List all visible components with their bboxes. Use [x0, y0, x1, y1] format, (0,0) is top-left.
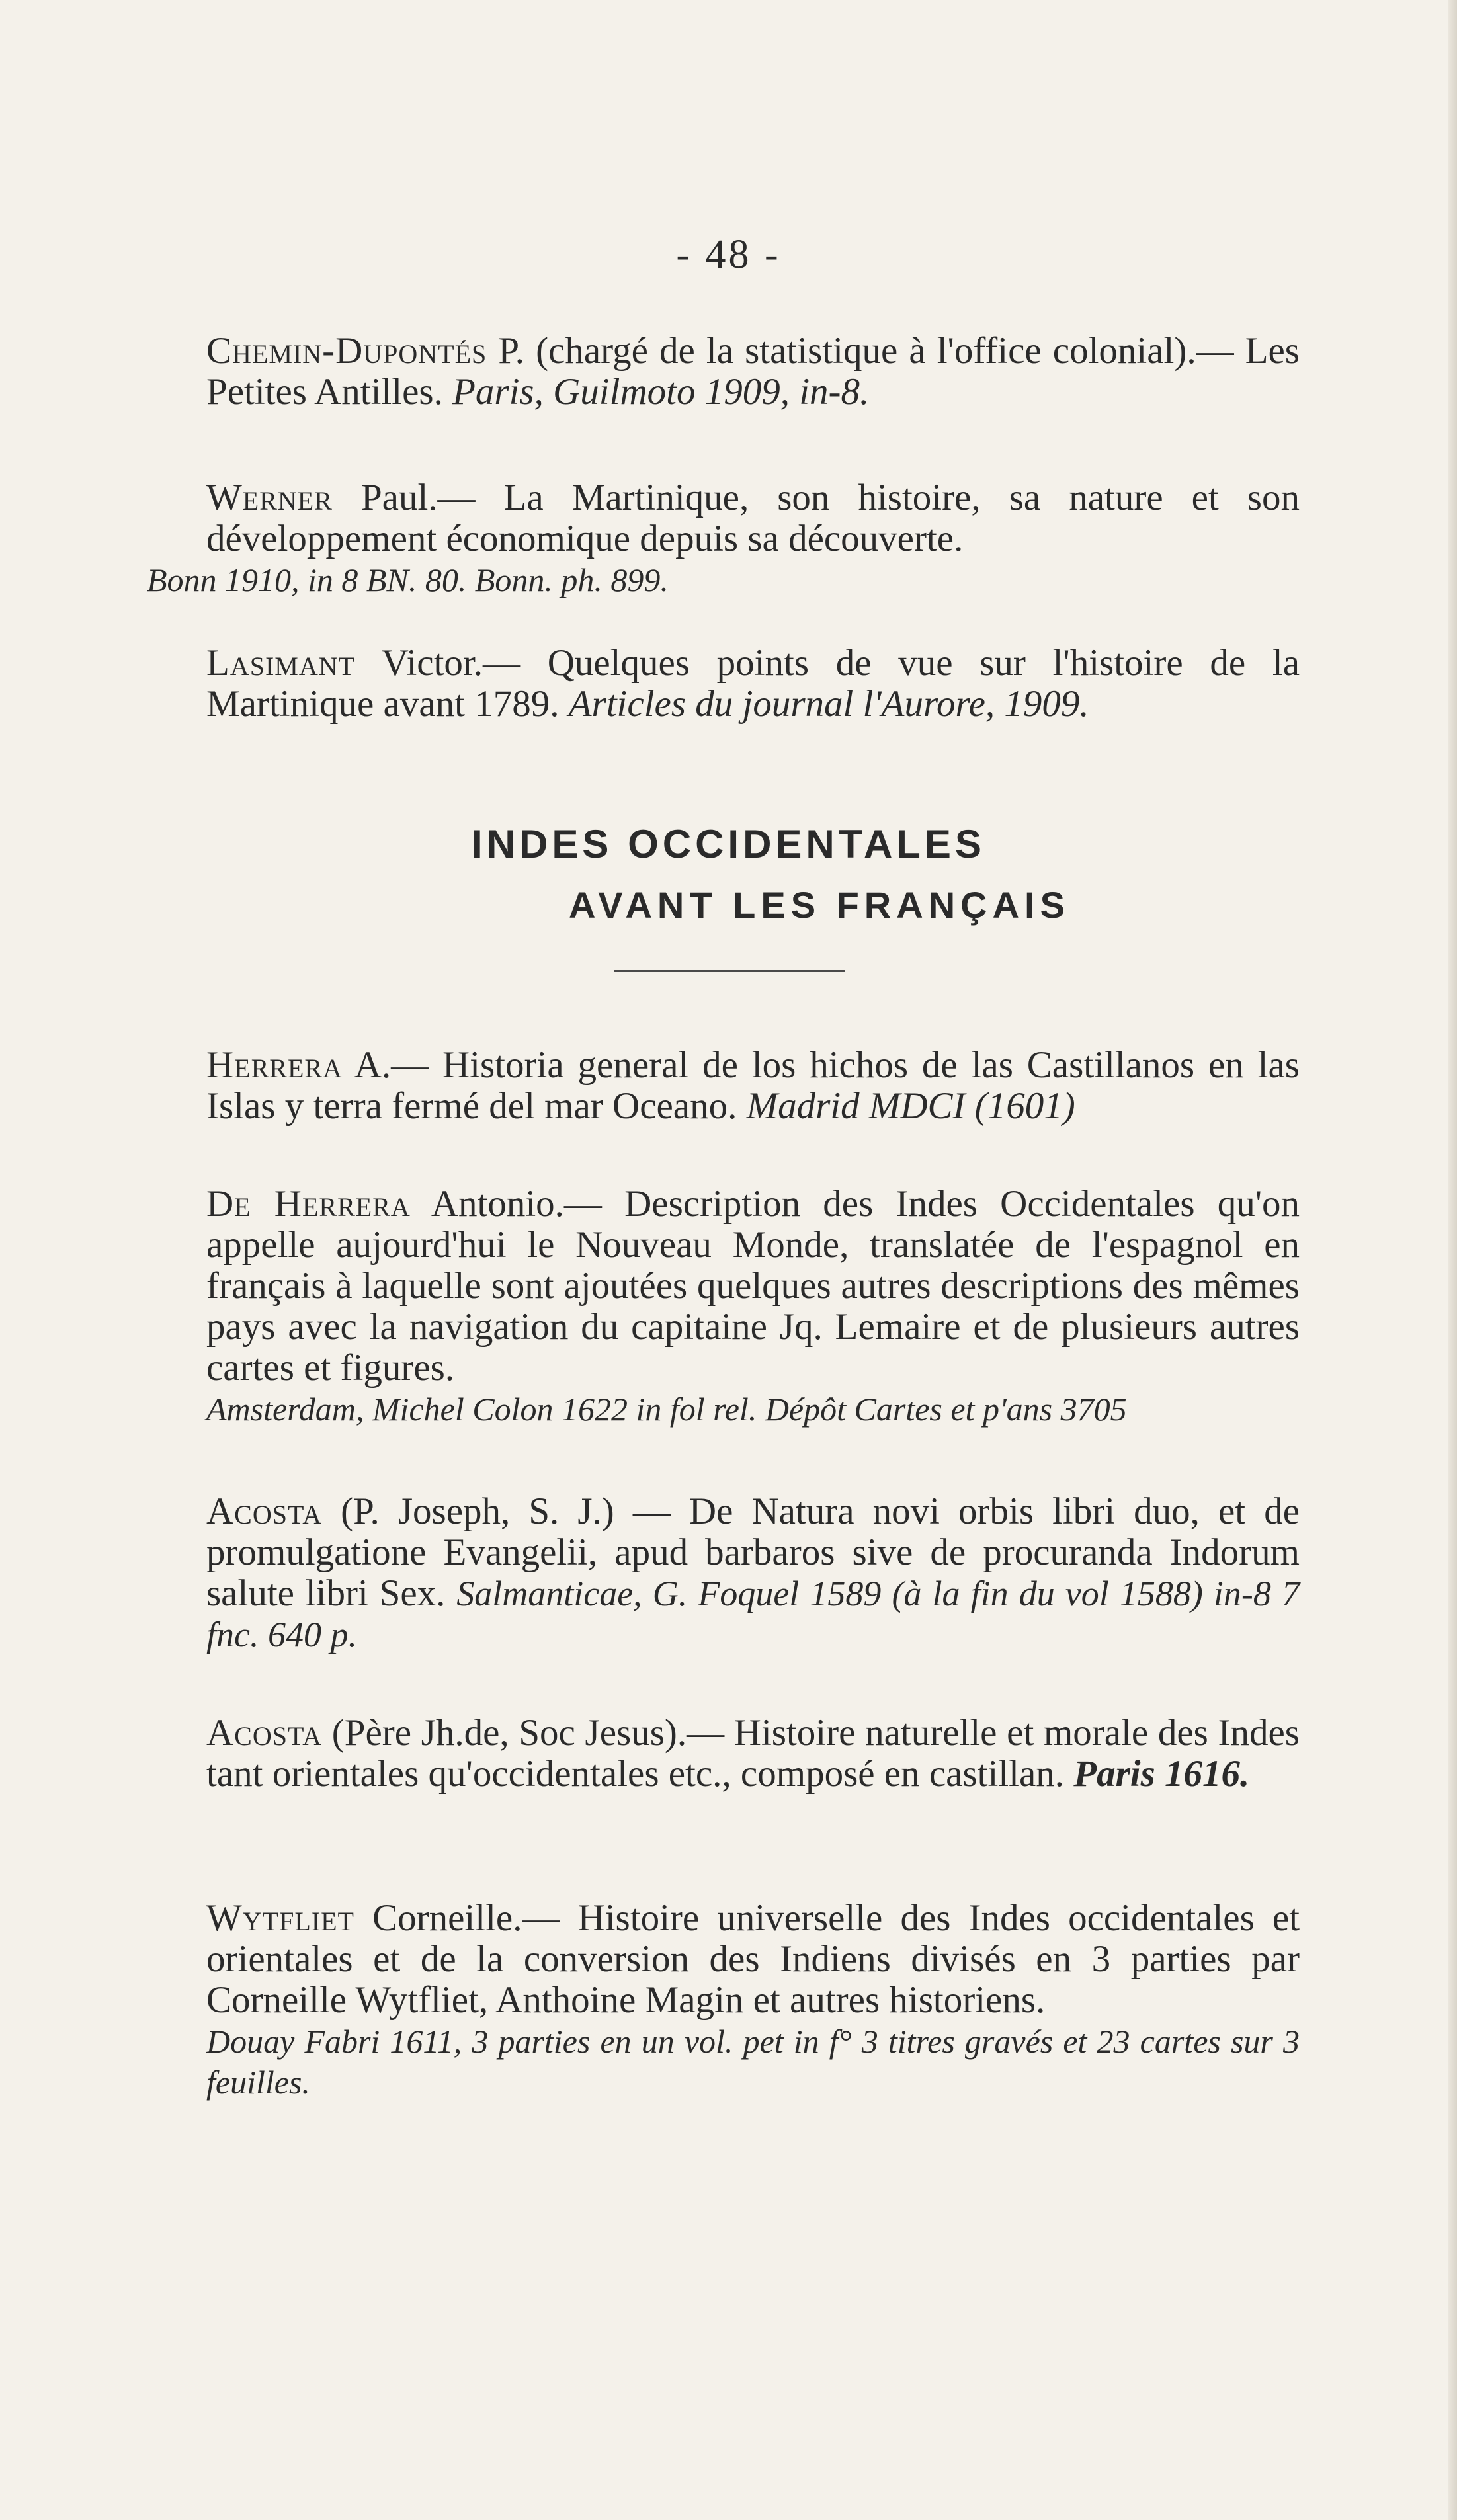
bibliography-entry-chemin-dupontes	[147, 331, 1300, 413]
bibliography-entry-acosta-pere	[147, 1713, 1300, 1795]
entry-text: A.— Historia general de los hichos de las Castillanos en las Islas y terra fermé del mar Oceano.	[206, 1044, 1300, 1127]
entry-imprint: Paris, Guilmoto 1909, in-8.	[452, 371, 870, 413]
entry-text: P. (chargé de la statistique à l'office colonial).— Les Petites Antilles.	[206, 330, 1300, 413]
page-number: - 48 -	[676, 232, 781, 277]
bibliography-entry-acosta-joseph	[147, 1491, 1300, 1655]
entry-imprint: Bonn 1910, in 8 BN. 80. Bonn. ph. 899.	[147, 561, 669, 598]
entry-imprint: Madrid MDCI (1601)	[746, 1085, 1075, 1127]
page-edge-shadow	[1448, 0, 1457, 2520]
entry-text: (P. Joseph, S. J.) — De Natura novi orbis libri duo, et de promulgatione Evangelii, apud barbaros sive de procuranda Indorum salute libri Sex.	[206, 1490, 1300, 1614]
bibliography-entry-wytfliet	[147, 1898, 1300, 2103]
entry-author: Acosta	[206, 1712, 323, 1754]
entry-author: Herrera	[206, 1044, 343, 1086]
entry-text: (Père Jh.de, Soc Jesus).— Histoire naturelle et morale des Indes tant orientales qu'occidentales etc., composé en castillan.	[206, 1712, 1300, 1795]
section-heading-line-1: INDES OCCIDENTALES	[472, 822, 985, 866]
section-divider	[614, 970, 845, 972]
entry-author: Chemin-Dupontés	[206, 330, 487, 372]
bibliography-entry-lasimant	[147, 643, 1300, 725]
entry-text: Paul.— La Martinique, son histoire, sa nature et son développement économique depuis sa découverte.	[206, 477, 1300, 559]
entry-imprint: Articles du journal l'Aurore, 1909.	[568, 683, 1089, 725]
entry-author: De Herrera	[206, 1183, 411, 1225]
bibliography-entry-werner	[147, 477, 1300, 600]
entry-imprint: Paris 1616.	[1073, 1753, 1250, 1795]
bibliography-entry-de-herrera	[147, 1184, 1300, 1430]
bibliography-entry-herrera	[147, 1045, 1300, 1127]
entry-author: Lasimant	[206, 642, 356, 684]
entry-text: Corneille.— Histoire universelle des Indes occidentales et orientales et de la conversion des Indiens divisés en 3 parties par Corneille Wytfliet, Anthoine Magin et autres historiens.	[206, 1897, 1300, 2021]
entry-imprint: Amsterdam, Michel Colon 1622 in fol rel. Dépôt Cartes et p'ans 3705	[206, 1391, 1127, 1428]
entry-author: Werner	[206, 477, 333, 518]
entry-text: Antonio.— Description des Indes Occidentales qu'on appelle aujourd'hui le Nouveau Monde, translatée de l'espagnol en français à laquelle sont ajoutées quelques autres descriptions des mêmes pays avec la navigation du capitaine Jq. Lemaire et de plusieurs autres cartes et figures.	[206, 1183, 1300, 1389]
entry-imprint: Douay Fabri 1611, 3 parties en un vol. pet in f° 3 titres gravés et 23 cartes sur 3 feuilles.	[206, 2023, 1300, 2101]
entry-imprint: Salmanticae, G. Foquel 1589 (à la fin du vol 1588) in-8 7 fnc. 640 p.	[206, 1574, 1300, 1654]
entry-author: Acosta	[206, 1490, 323, 1532]
entry-author: Wytfliet	[206, 1897, 354, 1939]
entry-text: Victor.— Quelques points de vue sur l'histoire de la Martinique avant 1789.	[206, 642, 1300, 725]
section-heading-line-2: AVANT LES FRANÇAIS	[569, 884, 1070, 926]
